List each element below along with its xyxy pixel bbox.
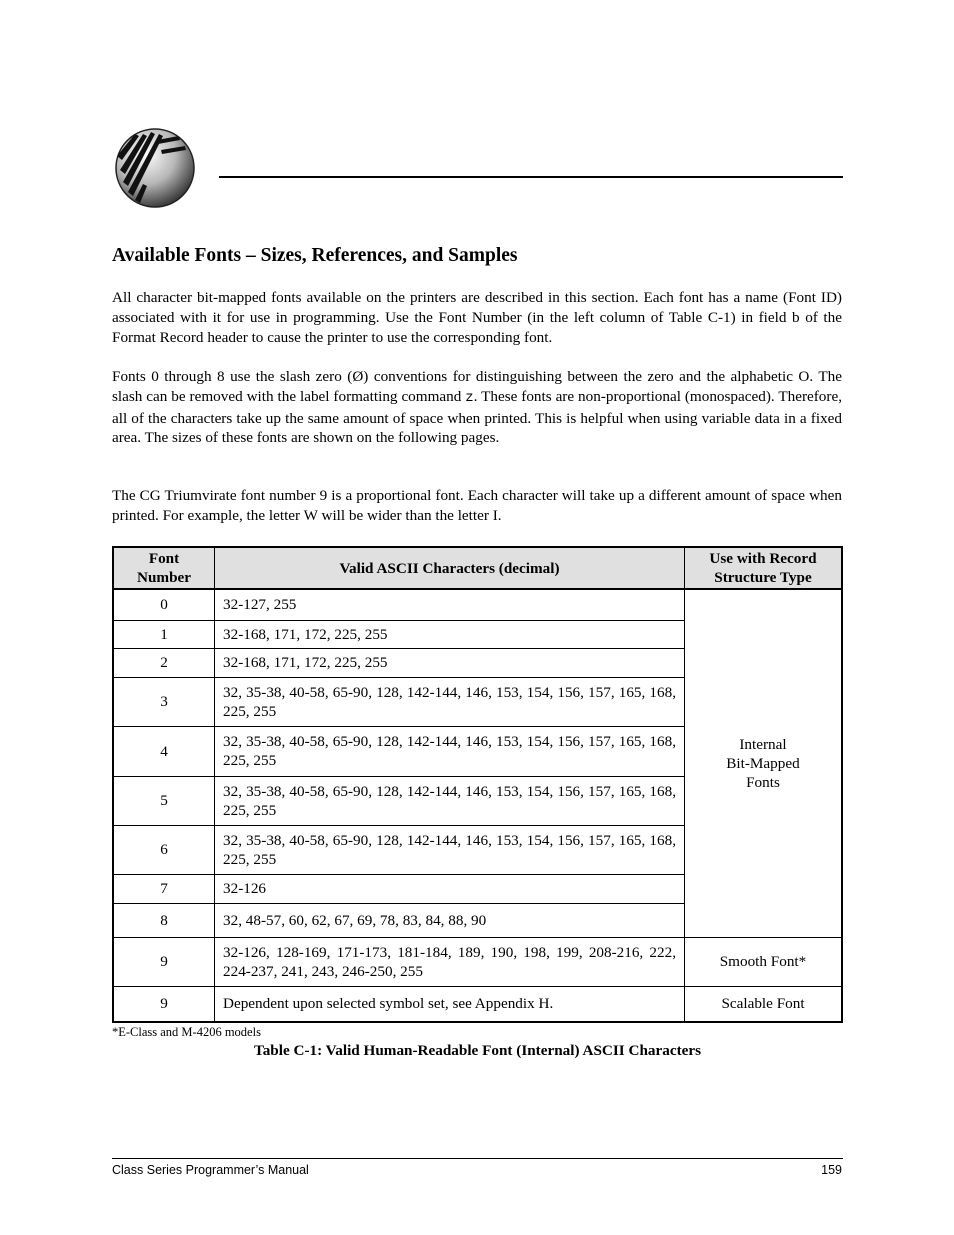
- page-number: 159: [821, 1163, 842, 1177]
- ascii-chars-cell: 32-126: [215, 874, 685, 903]
- footer-manual-title: Class Series Programmer’s Manual: [112, 1163, 309, 1177]
- ascii-chars-cell: 32, 35-38, 40-58, 65-90, 128, 142-144, 146, 153, 154, 156, 157, 165, 168, 225, 255: [215, 677, 685, 726]
- font-number-cell: 5: [113, 776, 215, 825]
- font-number-cell: 6: [113, 825, 215, 874]
- table-header-row: [113, 547, 842, 589]
- p2-text-after: . These fonts are non-proportional (monospaced). Therefore, all of the characters take up the same amount of space when printed. This is helpful when using variable data in a fixed area. The sizes of these fonts are shown on the following pages.: [112, 387, 842, 447]
- table-row: [113, 589, 842, 620]
- header-record-type: Use with Record Structure Type: [685, 547, 843, 589]
- section-title: Available Fonts – Sizes, References, and Samples: [112, 245, 518, 266]
- slash-zero-paragraph: [112, 367, 842, 448]
- ascii-chars-cell: 32, 35-38, 40-58, 65-90, 128, 142-144, 146, 153, 154, 156, 157, 165, 168, 225, 255: [215, 776, 685, 825]
- command-code: z: [465, 389, 474, 406]
- footer-rule: [112, 1158, 843, 1159]
- font-number-cell: 9: [113, 937, 215, 986]
- proportional-font-paragraph: The CG Triumvirate font number 9 is a proportional font. Each character will take up a different amount of space when printed. For example, the letter W will be wider than the letter I.: [112, 487, 842, 524]
- ascii-chars-cell: 32-127, 255: [215, 589, 685, 620]
- ascii-chars-cell: 32-168, 171, 172, 225, 255: [215, 620, 685, 648]
- ascii-chars-cell: Dependent upon selected symbol set, see Appendix H.: [215, 986, 685, 1022]
- table-row: [113, 986, 842, 1022]
- table-footnote: *E-Class and M-4206 models: [112, 1025, 261, 1039]
- header-valid-ascii: Valid ASCII Characters (decimal): [215, 547, 685, 589]
- ascii-chars-cell: 32, 35-38, 40-58, 65-90, 128, 142-144, 146, 153, 154, 156, 157, 165, 168, 225, 255: [215, 825, 685, 874]
- ascii-chars-cell: 32-126, 128-169, 171-173, 181-184, 189, 190, 198, 199, 208-216, 222, 224-237, 241, 243, 246-250, 255: [215, 937, 685, 986]
- ascii-chars-cell: 32-168, 171, 172, 225, 255: [215, 648, 685, 677]
- internal-bitmapped-cell: Internal Bit-Mapped Fonts: [685, 589, 843, 937]
- font-table: [112, 546, 843, 1023]
- font-number-cell: 3: [113, 677, 215, 726]
- ascii-chars-cell: 32, 48-57, 60, 62, 67, 69, 78, 83, 84, 88, 90: [215, 903, 685, 937]
- header-font-number: Font Number: [113, 547, 215, 589]
- table-caption: Table C-1: Valid Human-Readable Font (Internal) ASCII Characters: [253, 1042, 702, 1059]
- table-row: [113, 937, 842, 986]
- record-type-cell: Scalable Font: [685, 986, 843, 1022]
- ascii-chars-cell: 32, 35-38, 40-58, 65-90, 128, 142-144, 146, 153, 154, 156, 157, 165, 168, 225, 255: [215, 726, 685, 776]
- font-number-cell: 9: [113, 986, 215, 1022]
- font-number-cell: 7: [113, 874, 215, 903]
- font-number-cell: 0: [113, 589, 215, 620]
- header-rule: [219, 176, 843, 178]
- font-number-cell: 2: [113, 648, 215, 677]
- font-number-cell: 4: [113, 726, 215, 776]
- font-number-cell: 1: [113, 620, 215, 648]
- intro-paragraph: All character bit-mapped fonts available on the printers are described in this section. Each font has a name (Font ID) associated with it for use in programming. Use the Font Number (in the left column of Table C-1) in field b of the Format Record header to cause the printer to use the corresponding font.: [112, 289, 842, 346]
- record-type-cell: Smooth Font*: [685, 937, 843, 986]
- font-number-cell: 8: [113, 903, 215, 937]
- globe-logo-icon: [113, 126, 197, 210]
- p2-text-before: Fonts 0 through 8 use the slash zero (Ø) conventions for distinguishing between the zero and the alphabetic O. The slash can be removed with the label formatting command: [112, 368, 842, 405]
